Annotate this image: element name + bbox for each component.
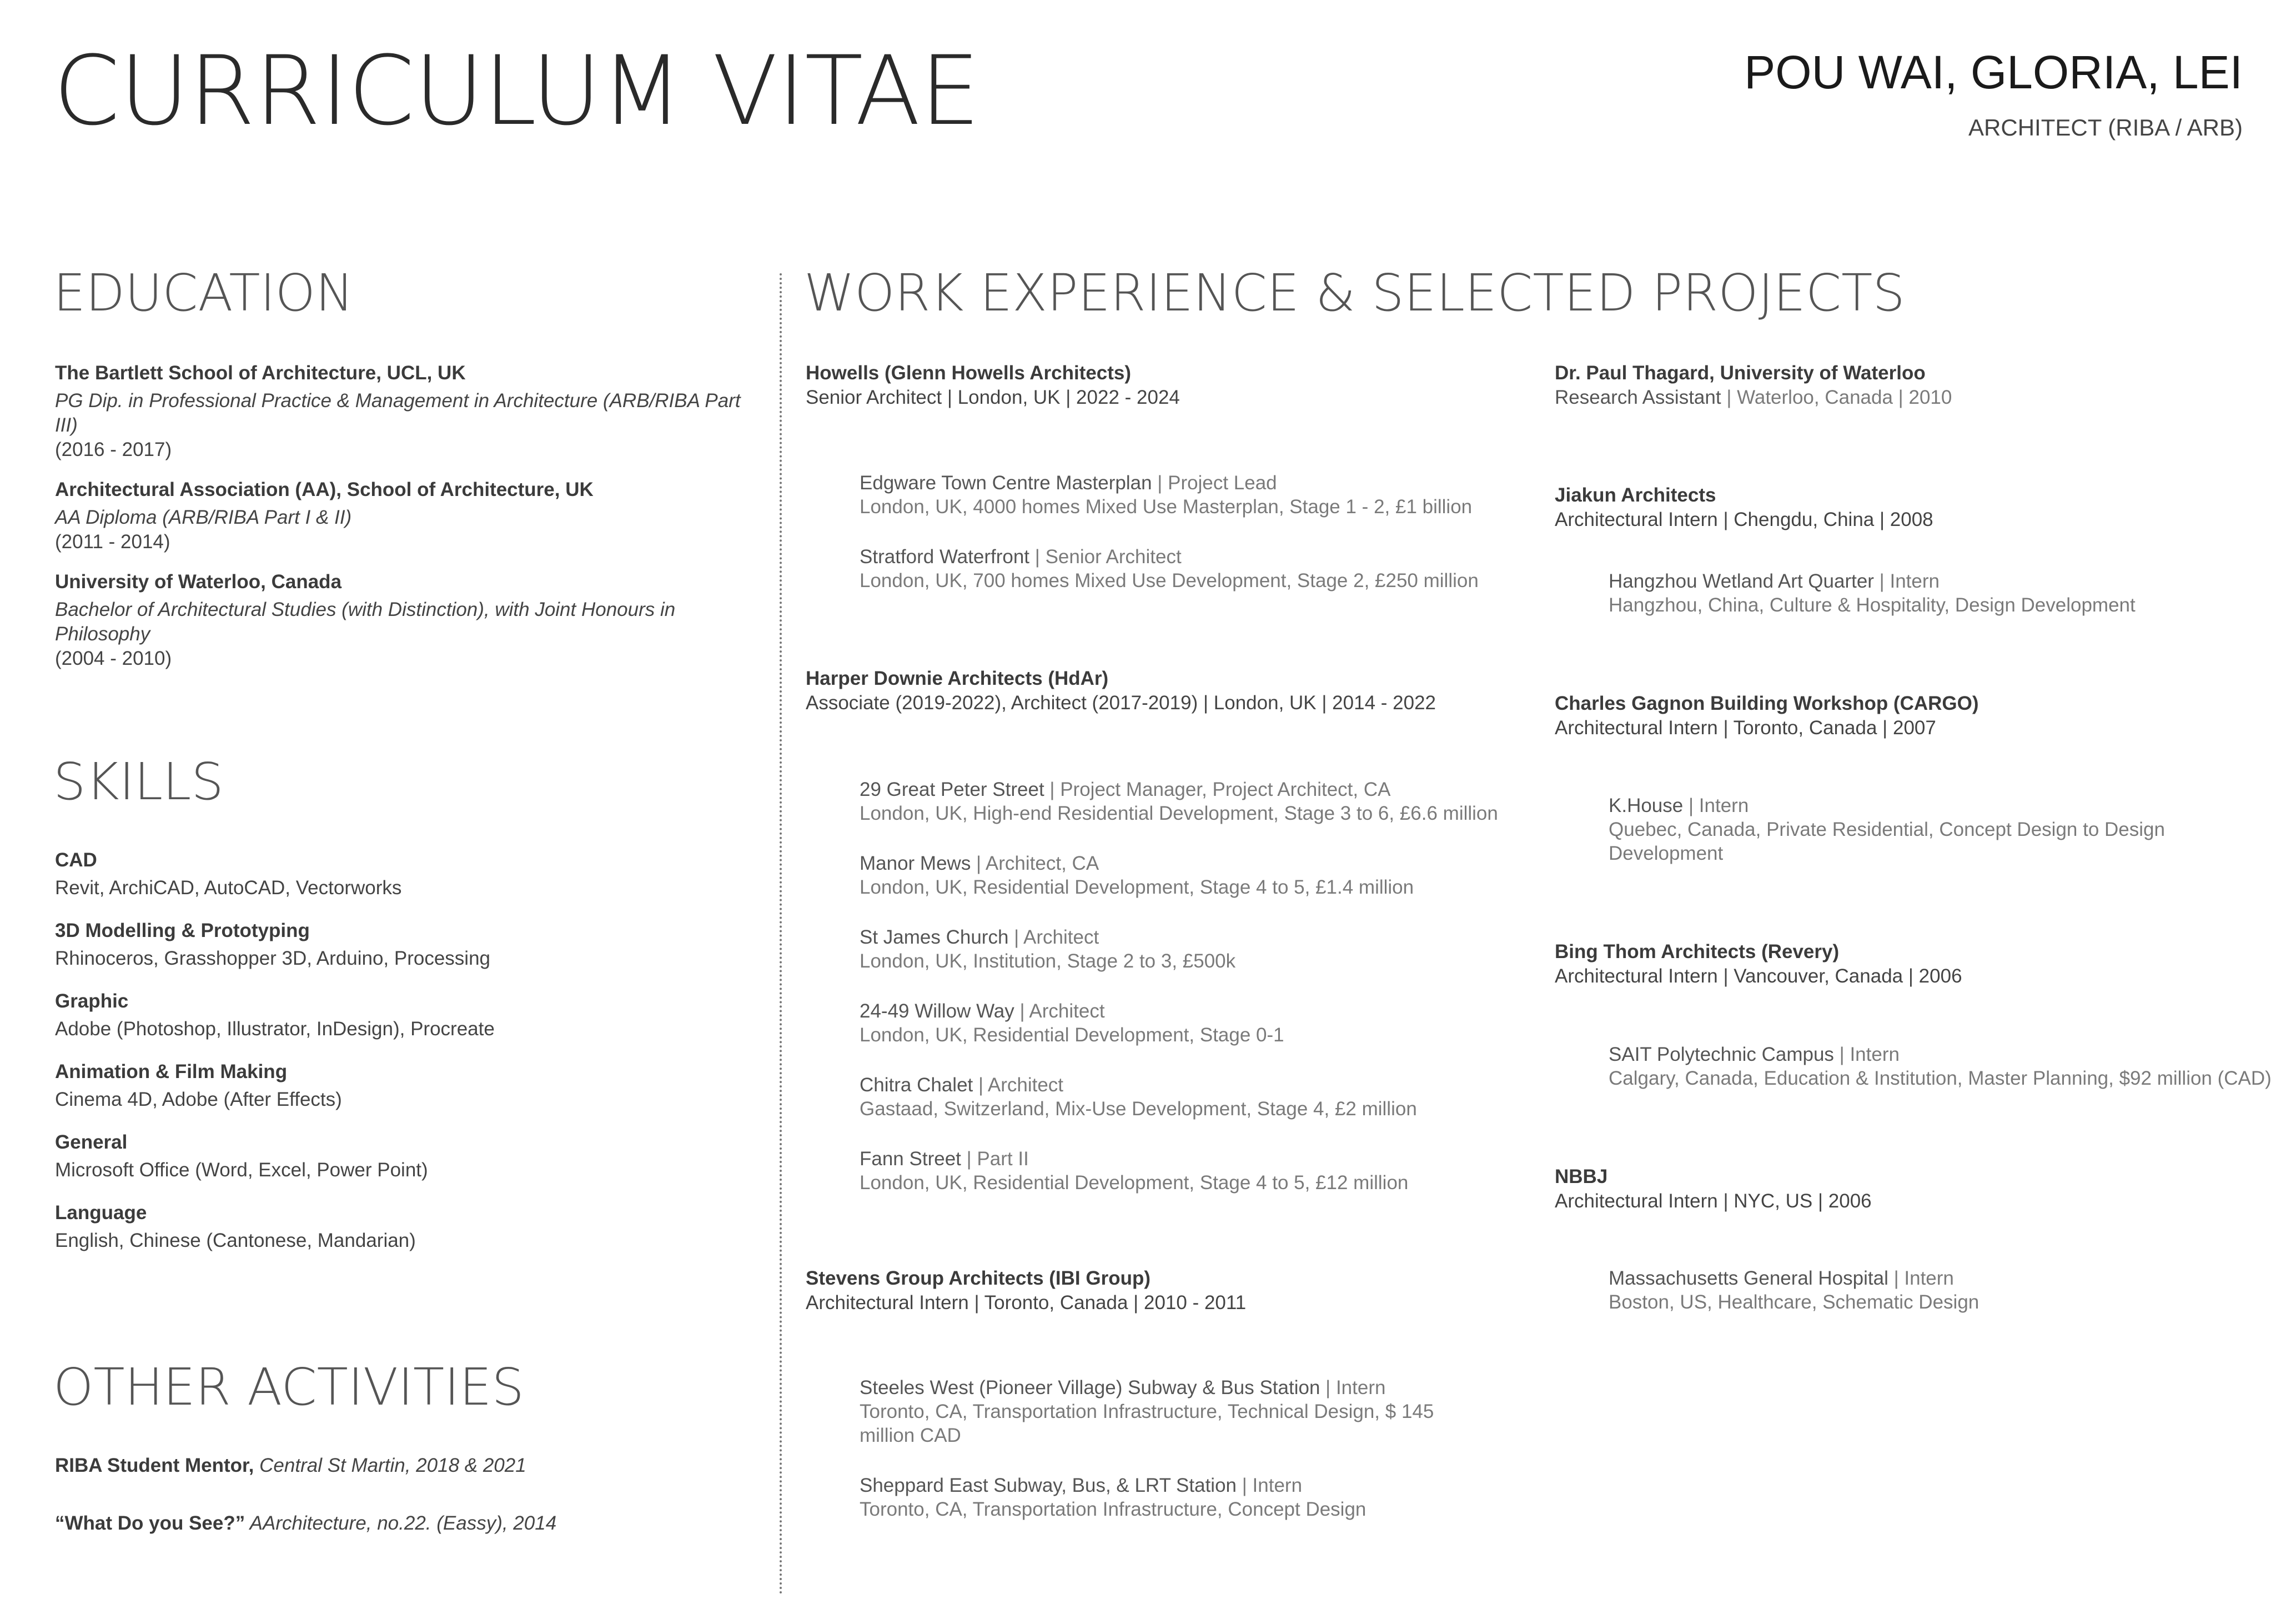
project-name: Stratford Waterfront — [860, 546, 1030, 568]
project-name: Manor Mews — [860, 853, 971, 874]
project-name: Edgware Town Centre Masterplan — [860, 472, 1152, 494]
skill-item — [55, 1201, 749, 1253]
project-desc: London, UK, Residential Development, Stage 4 to 5, £12 million — [860, 1172, 1409, 1194]
skill-label: CAD — [55, 849, 97, 871]
job-firm: NBBJ — [1555, 1166, 1608, 1187]
project-item — [1609, 569, 2275, 617]
project-item — [860, 1376, 1493, 1447]
job-role: Associate (2019-2022), Architect (2017-2019) | London, UK | 2014 - 2022 — [806, 692, 1436, 714]
project-name: SAIT Polytechnic Campus — [1609, 1044, 1834, 1065]
project-desc: London, UK, Residential Development, Stage 4 to 5, £1.4 million — [860, 876, 1414, 898]
project-desc: London, UK, Institution, Stage 2 to 3, £500k — [860, 950, 1236, 972]
job-role: Architectural Intern | NYC, US | 2006 — [1555, 1190, 1872, 1212]
project-item — [860, 1147, 1554, 1195]
job-role: Architectural Intern | Chengdu, China | 2008 — [1555, 509, 1933, 530]
project-item — [1609, 1042, 2275, 1090]
skill-label: Graphic — [55, 990, 129, 1012]
job-role: Research Assistant — [1555, 387, 1721, 408]
activity-item — [55, 1511, 749, 1536]
education-degree: PG Dip. in Professional Practice & Management in Architecture (ARB/RIBA Part III) — [55, 390, 741, 436]
project-desc: London, UK, 4000 homes Mixed Use Masterplan, Stage 1 - 2, £1 billion — [860, 496, 1473, 518]
project-item — [860, 471, 1554, 519]
skill-label: General — [55, 1131, 128, 1153]
project-role: | Intern — [1237, 1475, 1303, 1496]
activity-detail: AArchitecture, no.22. (Eassy), 2014 — [245, 1512, 557, 1534]
education-item — [55, 361, 749, 462]
project-name: Hangzhou Wetland Art Quarter — [1609, 570, 1874, 592]
job-nbbj — [1555, 1165, 2249, 1214]
job-firm: Stevens Group Architects (IBI Group) — [806, 1267, 1151, 1289]
work-heading: WORK EXPERIENCE & SELECTED PROJECTS — [804, 263, 1905, 323]
candidate-name: POU WAI, GLORIA, LEI — [1744, 46, 2243, 98]
skill-value: Adobe (Photoshop, Illustrator, InDesign), Procreate — [55, 1018, 495, 1040]
activity-detail: Central St Martin, 2018 & 2021 — [254, 1455, 526, 1476]
page-title: CURRICULUM VITAE — [53, 35, 980, 147]
skill-label: 3D Modelling & Prototyping — [55, 920, 310, 941]
project-desc: Gastaad, Switzerland, Mix-Use Development, Stage 4, £2 million — [860, 1098, 1417, 1120]
project-item — [860, 1473, 1554, 1521]
project-name: St James Church — [860, 926, 1009, 948]
job-hdar — [806, 666, 1528, 715]
project-item — [860, 999, 1554, 1047]
skill-item — [55, 919, 749, 971]
job-role: Architectural Intern | Toronto, Canada | 2007 — [1555, 717, 1936, 739]
candidate-title: ARCHITECT (RIBA / ARB) — [1968, 114, 2243, 141]
project-role: | Senior Architect — [1029, 546, 1182, 568]
project-desc: Hangzhou, China, Culture & Hospitality, Design Development — [1609, 594, 2136, 616]
activities-heading: OTHER ACTIVITIES — [53, 1357, 524, 1417]
project-role: | Project Lead — [1152, 472, 1277, 494]
project-desc: Quebec, Canada, Private Residential, Concept Design to Design Development — [1609, 819, 2165, 864]
activity-title: “What Do you See?” — [55, 1512, 245, 1534]
skill-value: Rhinoceros, Grasshopper 3D, Arduino, Processing — [55, 948, 491, 969]
job-role: Senior Architect | London, UK | 2022 - 2024 — [806, 387, 1180, 408]
project-name: 29 Great Peter Street — [860, 779, 1044, 800]
activity-title: RIBA Student Mentor, — [55, 1455, 254, 1476]
project-desc: London, UK, High-end Residential Development, Stage 3 to 6, £6.6 million — [860, 803, 1498, 824]
job-stevens — [806, 1266, 1528, 1315]
job-role: Architectural Intern | Vancouver, Canada | 2006 — [1555, 965, 1962, 987]
education-item — [55, 478, 749, 554]
job-howells — [806, 361, 1528, 410]
skill-value: English, Chinese (Cantonese, Mandarian) — [55, 1230, 416, 1251]
project-item — [860, 851, 1554, 899]
skill-item — [55, 1060, 749, 1112]
project-name: Massachusetts General Hospital — [1609, 1267, 1888, 1289]
project-desc: London, UK, 700 homes Mixed Use Development, Stage 2, £250 million — [860, 570, 1479, 592]
job-jiakun — [1555, 483, 2249, 532]
education-school: The Bartlett School of Architecture, UCL, UK — [55, 362, 466, 384]
education-school: University of Waterloo, Canada — [55, 571, 342, 593]
job-thagard — [1555, 361, 2249, 410]
project-item — [860, 778, 1554, 825]
project-desc: Calgary, Canada, Education & Institution, Master Planning, $92 million (CAD) — [1609, 1067, 2272, 1089]
skill-label: Language — [55, 1202, 147, 1224]
skill-value: Microsoft Office (Word, Excel, Power Point) — [55, 1159, 428, 1181]
project-name: 24-49 Willow Way — [860, 1000, 1014, 1022]
skills-list — [55, 848, 749, 1253]
project-desc: Toronto, CA, Transportation Infrastructure, Concept Design — [860, 1498, 1366, 1520]
education-degree: Bachelor of Architectural Studies (with Distinction), with Joint Honours in Philosophy — [55, 599, 676, 645]
activities-list — [55, 1453, 749, 1536]
project-item — [1609, 794, 2219, 865]
project-role: | Intern — [1888, 1267, 1954, 1289]
project-role: | Architect, CA — [971, 853, 1099, 874]
project-name: Sheppard East Subway, Bus, & LRT Station — [860, 1475, 1237, 1496]
project-item — [860, 1073, 1554, 1121]
education-degree: AA Diploma (ARB/RIBA Part I & II) — [55, 507, 352, 528]
education-item — [55, 570, 749, 671]
job-firm: Charles Gagnon Building Workshop (CARGO) — [1555, 693, 1979, 714]
skill-value: Revit, ArchiCAD, AutoCAD, Vectorworks — [55, 877, 402, 899]
project-role: | Architect — [1014, 1000, 1105, 1022]
education-heading: EDUCATION — [53, 263, 354, 323]
project-role: | Intern — [1320, 1377, 1386, 1399]
project-item — [860, 925, 1554, 973]
column-divider — [780, 273, 782, 1595]
education-years: (2004 - 2010) — [55, 648, 172, 669]
job-firm: Harper Downie Architects (HdAr) — [806, 668, 1109, 689]
project-name: Steeles West (Pioneer Village) Subway & Bus Station — [860, 1377, 1320, 1399]
project-name: Chitra Chalet — [860, 1074, 973, 1096]
project-role: | Architect — [973, 1074, 1064, 1096]
education-years: (2016 - 2017) — [55, 439, 172, 460]
project-role: | Intern — [1683, 795, 1749, 816]
education-list — [55, 361, 749, 671]
project-role: | Intern — [1873, 570, 1940, 592]
project-name: Fann Street — [860, 1148, 961, 1170]
education-school: Architectural Association (AA), School of Architecture, UK — [55, 479, 594, 500]
job-firm: Dr. Paul Thagard, University of Waterloo — [1555, 362, 1926, 384]
project-role: | Architect — [1008, 926, 1099, 948]
skill-label: Animation & Film Making — [55, 1061, 288, 1082]
skills-heading: SKILLS — [53, 752, 224, 811]
job-bingthom — [1555, 940, 2249, 989]
job-cargo — [1555, 691, 2249, 740]
job-location: | Waterloo, Canada | 2010 — [1721, 387, 1952, 408]
project-role: | Part II — [961, 1148, 1029, 1170]
project-item — [1609, 1266, 2275, 1314]
skill-item — [55, 848, 749, 900]
project-desc: Toronto, CA, Transportation Infrastructure, Technical Design, $ 145 million CAD — [860, 1401, 1434, 1446]
job-role: Architectural Intern | Toronto, Canada | 2010 - 2011 — [806, 1292, 1247, 1314]
project-role: | Project Manager, Project Architect, CA — [1044, 779, 1391, 800]
skill-item — [55, 1130, 749, 1182]
job-firm: Howells (Glenn Howells Architects) — [806, 362, 1132, 384]
project-role: | Intern — [1833, 1044, 1900, 1065]
skill-value: Cinema 4D, Adobe (After Effects) — [55, 1089, 342, 1110]
education-years: (2011 - 2014) — [55, 531, 170, 553]
job-firm: Jiakun Architects — [1555, 484, 1716, 506]
project-desc: London, UK, Residential Development, Stage 0-1 — [860, 1024, 1284, 1046]
project-desc: Boston, US, Healthcare, Schematic Design — [1609, 1291, 1980, 1313]
project-name: K.House — [1609, 795, 1684, 816]
activity-item — [55, 1453, 749, 1478]
skill-item — [55, 989, 749, 1041]
job-firm: Bing Thom Architects (Revery) — [1555, 941, 1840, 963]
project-item — [860, 545, 1554, 593]
